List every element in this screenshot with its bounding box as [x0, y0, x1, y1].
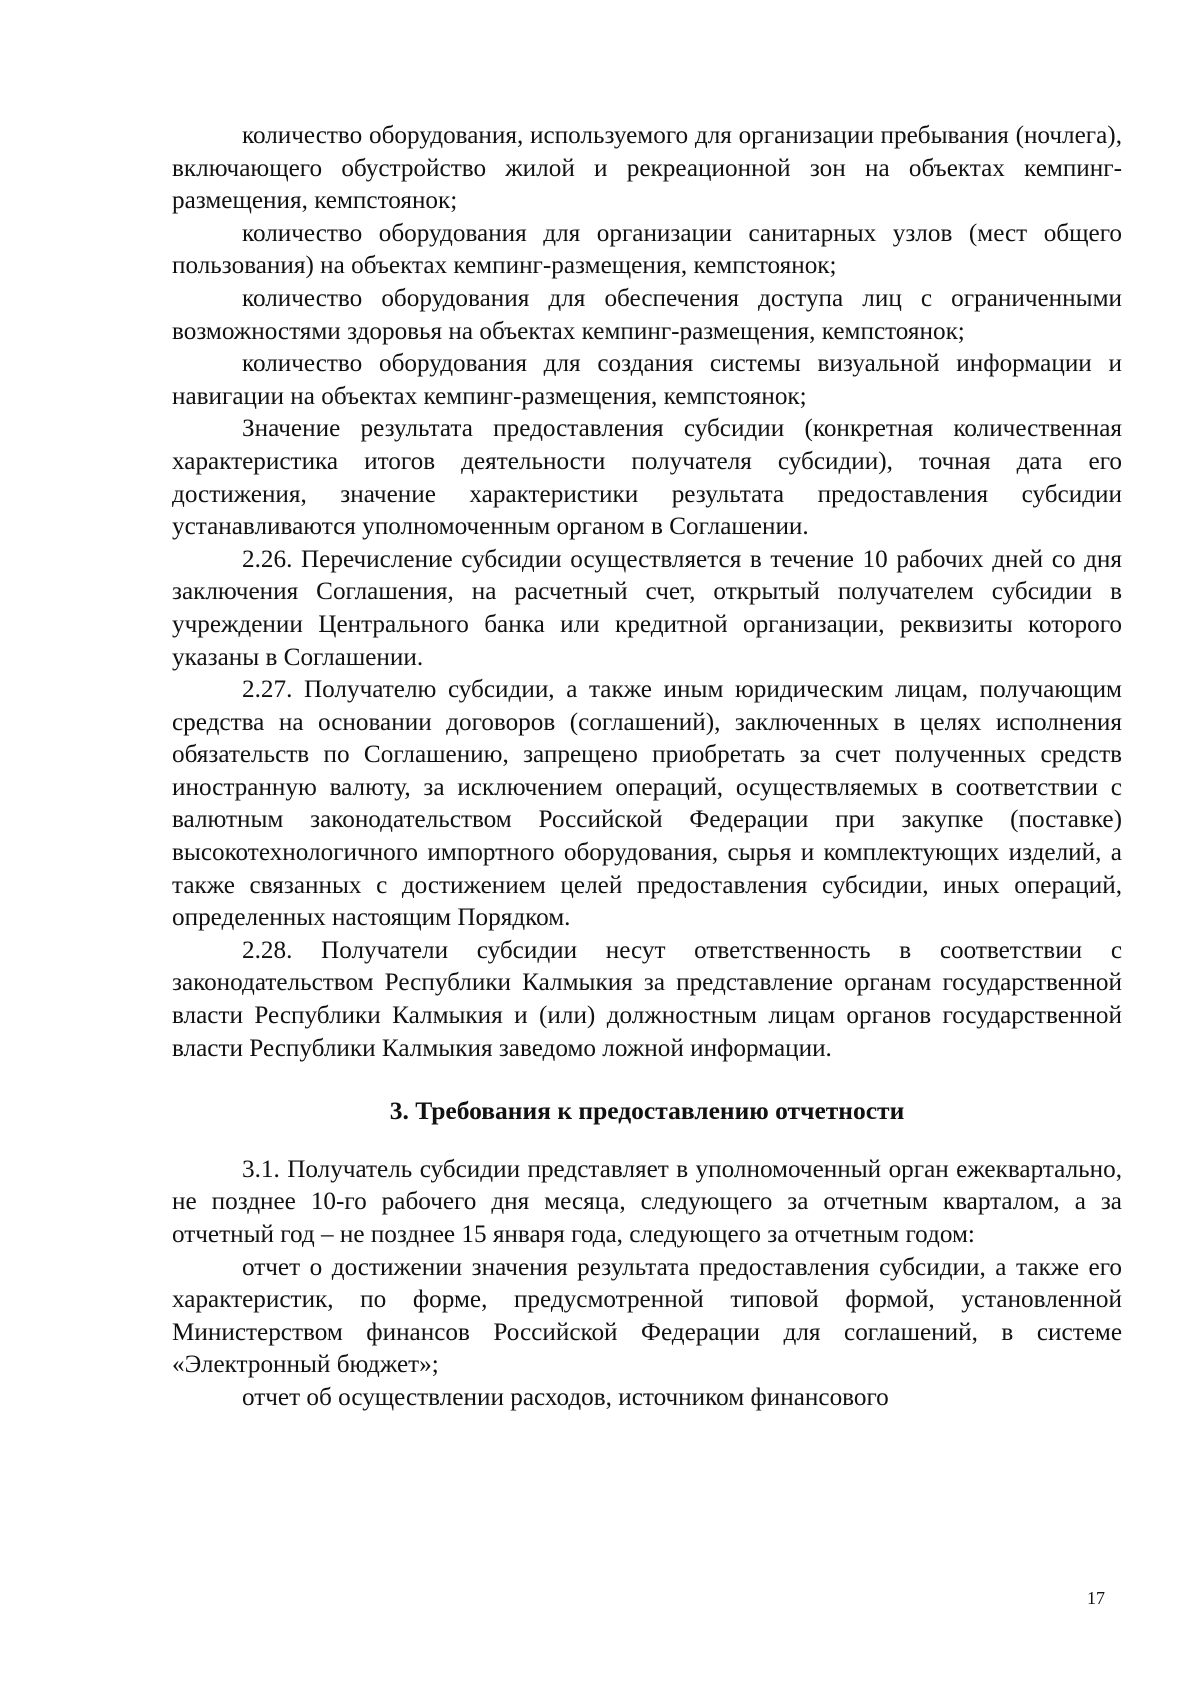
paragraph-equipment-stay: количество оборудования, используемого для организации пребывания (ночлега), включающего обустройство жилой и рекреационной зон на объектах кемпинг-размещения, кемпстоянок; — [172, 122, 1122, 215]
paragraph-2-27: 2.27. Получателю субсидии, а также иным юридическим лицам, получающим средства на основании договоров (соглашений), заключенных в целях исполнения обязательств по Соглашению, запрещено приобретать за счет полученных средств иностранную валюту, за исключением операций, осуществляемых в соответствии с валютным законодательством Российской Федерации при закупке (поставке) высокотехнологичного импортного оборудования, сырья и комплектующих изделий, а также связанных с достижением целей предоставления субсидии, иных операций, определенных настоящим Порядком. — [172, 676, 1122, 932]
section-heading: 3. Требования к предоставлению отчетности — [389, 1096, 905, 1126]
paragraph-equipment-sanitary: количество оборудования для организации санитарных узлов (мест общего пользования) на объектах кемпинг-размещения, кемпстоянок; — [172, 219, 1122, 280]
paragraph-2-28: 2.28. Получатели субсидии несут ответственность в соответствии с законодательством Республики Калмыкия за представление органам государственной власти Республики Калмыкия и (или) должностным лицам органов государственной власти Республики Калмыкия заведомо ложной информации. — [172, 936, 1122, 1062]
paragraph-report-expenses: отчет об осуществлении расходов, источником финансового — [242, 1383, 889, 1411]
paragraph-2-26: 2.26. Перечисление субсидии осуществляется в течение 10 рабочих дней со дня заключения Соглашения, на расчетный счет, открытый получателем субсидии в учреждении Центрального банка или кредитной организации, реквизиты которого указаны в Соглашении. — [172, 545, 1122, 671]
paragraph-3-1: 3.1. Получатель субсидии представляет в уполномоченный орган ежеквартально, не позднее 10-го рабочего дня месяца, следующего за отчетным кварталом, а за отчетный год – не позднее 15 января года, следующего за отчетным годом: — [172, 1155, 1122, 1248]
paragraph-equipment-navigation: количество оборудования для создания системы визуальной информации и навигации на объектах кемпинг-размещения, кемпстоянок; — [172, 350, 1122, 410]
paragraph-result-value: Значение результата предоставления субсидии (конкретная количественная характеристика итогов деятельности получателя субсидии), точная дата его достижения, значение характеристики результата предоставления субсидии устанавливаются уполномоченным органом в Соглашении. — [172, 415, 1122, 541]
document-body — [172, 120, 1122, 1415]
paragraph-report-result: отчет о достижении значения результата предоставления субсидии, а также его характеристик, по форме, предусмотренной типовой формой, установленной Министерством финансов Российской Федерации для соглашений, в системе «Электронный бюджет»; — [172, 1253, 1122, 1379]
paragraph-equipment-accessibility: количество оборудования для обеспечения доступа лиц с ограниченными возможностями здоровья на объектах кемпинг-размещения, кемпстоянок; — [172, 284, 1122, 345]
page-number: 17 — [1087, 1588, 1105, 1608]
